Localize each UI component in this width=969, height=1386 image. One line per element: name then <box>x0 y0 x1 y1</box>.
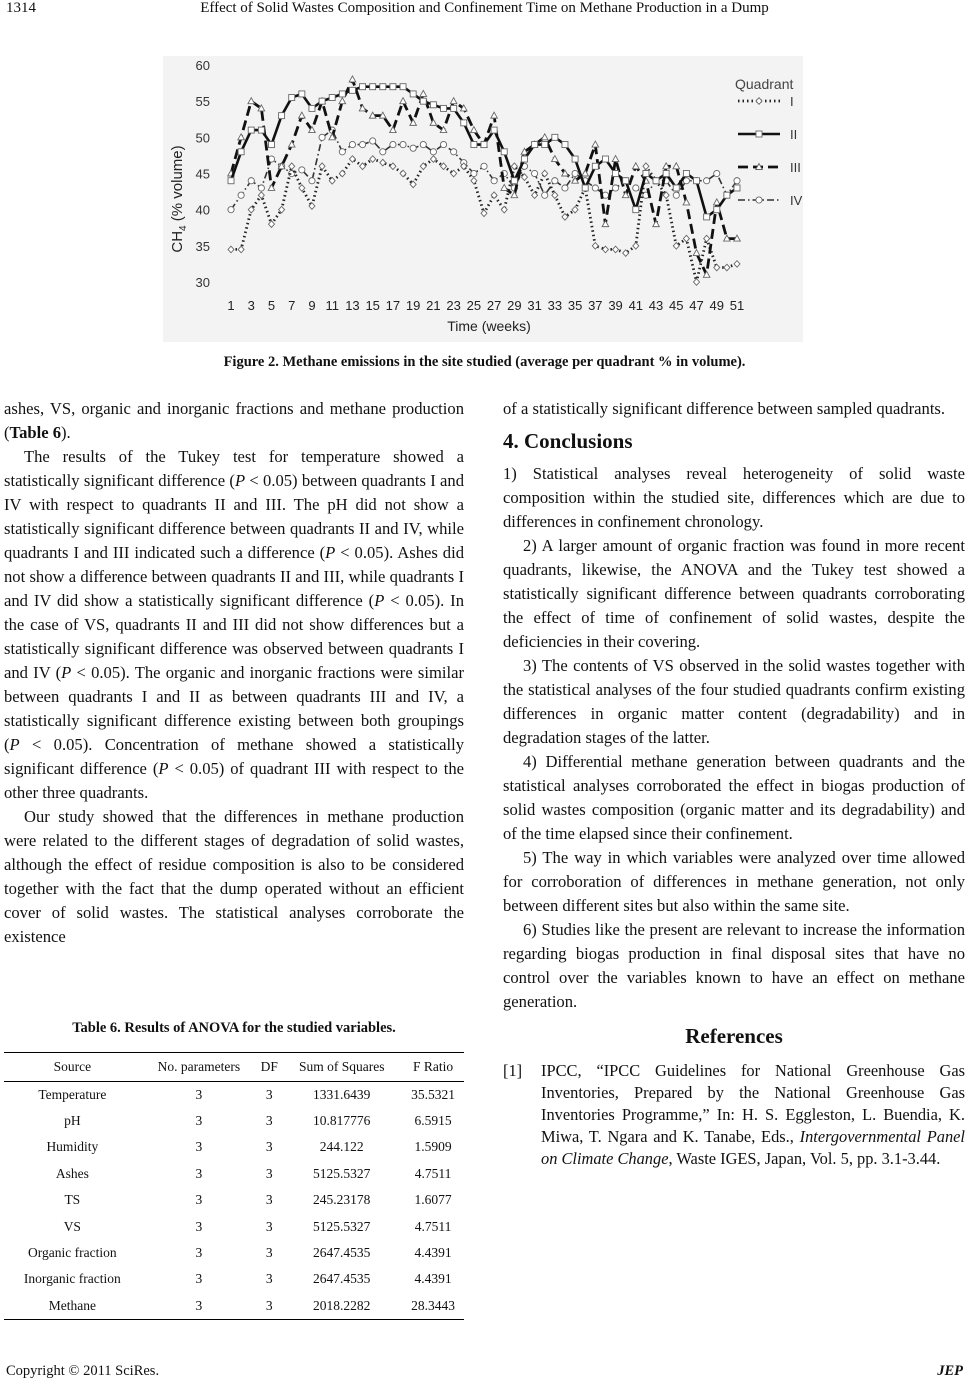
y-tick-label: 40 <box>195 202 210 218</box>
data-point-triangle <box>471 127 478 133</box>
anova-table <box>4 1052 464 1320</box>
data-point-circle <box>491 178 497 184</box>
data-point-square <box>360 84 366 90</box>
x-tick-label: 29 <box>507 298 522 313</box>
data-point-square <box>339 91 345 97</box>
data-point-diamond <box>430 156 436 163</box>
data-point-circle <box>238 192 244 198</box>
legend-item-IV <box>738 193 803 208</box>
data-point-triangle <box>633 163 640 169</box>
data-point-circle <box>258 185 264 191</box>
x-tick-label: 3 <box>247 298 255 313</box>
series-II <box>228 84 740 220</box>
data-point-triangle <box>400 98 407 104</box>
data-point-circle <box>592 185 598 191</box>
x-tick-label: 19 <box>405 298 421 313</box>
left-column <box>4 397 464 949</box>
data-point-triangle <box>693 250 700 256</box>
conclusion-1: 1) Statistical analyses reveal heterogeneity of solid waste composition within the studied site, differences which are due to differences in confinement chronology. <box>503 464 965 531</box>
conclusion-5: 5) The way in which variables were analyzed over time allowed for corroboration of differences in methane generation, not only between different sites but also within the same site. <box>503 848 965 915</box>
x-tick-label: 41 <box>628 298 644 313</box>
cell-sum-of-squares: 244.122 <box>319 1139 364 1155</box>
data-point-square <box>613 171 619 177</box>
data-point-diamond <box>481 210 487 217</box>
data-point-triangle <box>450 98 457 104</box>
data-point-circle <box>299 167 305 173</box>
reference-1 <box>503 1060 965 1170</box>
data-point-square <box>694 178 700 184</box>
x-tick-label: 7 <box>288 298 296 313</box>
table-row <box>4 1108 464 1134</box>
cell-f-ratio: 1.5909 <box>414 1139 452 1155</box>
data-point-diamond <box>643 163 649 170</box>
legend-item-III <box>738 160 801 175</box>
cell-df: 3 <box>265 1165 273 1181</box>
data-point-diamond <box>734 261 740 268</box>
data-point-triangle <box>248 98 255 104</box>
data-point-circle <box>248 178 254 184</box>
legend <box>738 94 803 208</box>
x-tick-label: 37 <box>588 298 603 313</box>
cell-sum-of-squares: 245.23178 <box>313 1192 371 1208</box>
data-point-triangle <box>501 184 508 190</box>
cell-sum-of-squares: 5125.5327 <box>313 1218 371 1234</box>
data-point-square <box>602 156 608 162</box>
cell-source: TS <box>64 1192 81 1208</box>
data-point-diamond <box>400 170 406 177</box>
data-point-triangle <box>541 134 548 140</box>
x-tick-label: 21 <box>426 298 441 313</box>
cell-no-parameters: 3 <box>141 1293 257 1319</box>
cell-no-parameters: 3 <box>195 1271 203 1287</box>
cell-source: Ashes <box>55 1165 89 1181</box>
paragraph-continued: of a statistically significant difference between sampled quadrants. <box>503 399 946 418</box>
data-point-square <box>228 178 234 184</box>
data-point-circle <box>532 170 538 176</box>
data-point-square <box>248 127 254 133</box>
table-row <box>4 1161 464 1187</box>
x-tick-label: 33 <box>547 298 563 313</box>
data-point-circle <box>562 185 568 191</box>
data-point-square <box>592 163 598 169</box>
x-axis-ticks <box>227 298 744 313</box>
data-point-square <box>511 178 517 184</box>
table-reference: Table 6 <box>9 423 62 442</box>
cell-sum-of-squares: 10.817776 <box>313 1113 371 1129</box>
journal-abbrev: JEP <box>937 1363 963 1379</box>
data-point-square <box>643 171 649 177</box>
data-point-square <box>663 171 669 177</box>
data-point-diamond <box>501 206 507 213</box>
header-no-parameters: No. parameters <box>141 1053 257 1082</box>
cell-source: Inorganic fraction <box>23 1271 121 1287</box>
cell-f-ratio: 1.6077 <box>414 1192 452 1208</box>
data-point-diamond <box>633 243 639 250</box>
table-row <box>4 1082 464 1108</box>
data-point-circle <box>633 185 639 191</box>
cell-df: 3 <box>265 1192 273 1208</box>
cell-sum-of-squares: 2647.4535 <box>313 1271 371 1287</box>
table-row <box>4 1187 464 1213</box>
data-point-circle <box>440 141 446 147</box>
data-point-square <box>299 91 305 97</box>
cell-source: Organic fraction <box>28 1245 117 1261</box>
data-point-diamond <box>756 98 762 105</box>
data-point-square <box>461 120 467 126</box>
data-point-circle <box>228 207 234 213</box>
x-tick-label: 9 <box>308 298 316 313</box>
data-point-circle <box>572 170 578 176</box>
paragraph-3: Our study showed that the differences in methane production were related to the different stages of degradation of solid wastes, although the effect of residue composition is also to be considered together with the fact that the dump operated without an efficient cover of solid wastes. The statistical analyses corroborate the existence <box>4 807 464 946</box>
y-axis-ticks <box>196 58 210 290</box>
data-point-square <box>623 178 629 184</box>
data-point-triangle <box>299 112 306 118</box>
data-point-square <box>380 84 386 90</box>
data-point-triangle <box>673 163 680 169</box>
data-point-square <box>633 207 639 213</box>
table-row <box>4 1293 464 1319</box>
y-tick-label: 45 <box>195 166 210 182</box>
data-point-square <box>319 98 325 104</box>
x-tick-label: 11 <box>325 298 339 313</box>
legend-label: II <box>790 127 798 142</box>
data-point-square <box>714 207 720 213</box>
x-tick-label: 25 <box>466 298 482 313</box>
x-tick-label: 17 <box>385 298 401 313</box>
cell-df: 3 <box>265 1245 273 1261</box>
data-point-triangle <box>339 98 346 104</box>
data-point-diamond <box>592 243 598 250</box>
x-tick-label: 51 <box>729 298 745 313</box>
running-head <box>0 0 969 22</box>
cell-f-ratio: 28.3443 <box>402 1293 464 1319</box>
references-title: References <box>685 1024 783 1048</box>
x-tick-label: 49 <box>709 298 724 313</box>
data-point-square <box>582 185 588 191</box>
data-point-circle <box>734 178 740 184</box>
data-point-triangle <box>592 141 599 147</box>
data-point-circle <box>612 185 618 191</box>
data-point-circle <box>410 145 416 151</box>
data-point-square <box>258 127 264 133</box>
legend-label: III <box>790 160 801 175</box>
data-point-square <box>349 87 355 93</box>
data-point-square <box>673 185 679 191</box>
data-point-triangle <box>420 90 427 96</box>
cell-source: Methane <box>4 1293 141 1319</box>
data-point-triangle <box>349 76 356 82</box>
y-axis-label: $CH_4$ (% volume) <box>169 145 189 253</box>
data-point-square <box>734 185 740 191</box>
series-group <box>228 76 741 285</box>
data-point-square <box>552 134 558 140</box>
header-source: Source <box>4 1053 141 1082</box>
data-point-diamond <box>390 163 396 170</box>
data-point-square <box>370 84 376 90</box>
figure-caption: Figure 2. Methane emissions in the site studied (average per quadrant % in volume). <box>223 354 746 370</box>
x-tick-label: 23 <box>446 298 461 313</box>
legend-title: Quadrant <box>735 76 794 92</box>
data-point-square <box>542 142 548 148</box>
cell-df: 3 <box>265 1086 273 1102</box>
methane-line-chart <box>163 56 803 342</box>
data-point-circle <box>309 178 315 184</box>
cell-source: VS <box>63 1218 81 1234</box>
data-point-square <box>329 95 335 101</box>
data-point-square <box>683 171 689 177</box>
data-point-circle <box>319 134 325 140</box>
data-point-triangle <box>602 221 609 227</box>
right-column <box>503 397 965 1170</box>
table-row <box>4 1134 464 1160</box>
data-point-circle <box>339 149 345 155</box>
legend-item-I <box>738 94 794 109</box>
cell-f-ratio: 4.7511 <box>414 1218 452 1234</box>
x-tick-label: 31 <box>527 298 542 313</box>
data-point-circle <box>370 138 376 144</box>
page-number: 1314 <box>6 0 36 16</box>
cell-no-parameters: 3 <box>195 1113 203 1129</box>
data-point-square <box>441 105 447 111</box>
data-point-square <box>390 84 396 90</box>
data-point-triangle <box>653 221 660 227</box>
x-tick-label: 13 <box>345 298 360 313</box>
data-point-square <box>289 95 295 101</box>
data-point-square <box>756 131 762 137</box>
cell-sum-of-squares: 2018.2282 <box>281 1293 402 1319</box>
series-IV <box>228 127 740 213</box>
paragraph-2: The results of the Tukey test for temperature showed a statistically significant difference (P < 0.05) between quadrants I and IV with respect to quadrants II and III. The pH did not show a statistically significant difference between quadrants II and IV, while quadrants I and III indicated such a difference (P < 0.05). Ashes did not show a difference between quadrants II and III, while quadrants I and IV did show a statistically significant difference (P < 0.05). In the case of VS, quadrants II and III did not show differences but a statistically significant difference was observed between quadrants I and IV (P < 0.05). The organic and inorganic fractions were similar between quadrants I and II as between quadrants III and IV, a statistically significant difference existing between both groupings (P < 0.05). Concentration of methane showed a statistically significant difference (P < 0.05) of quadrant III with respect to the other three quadrants. <box>4 447 464 802</box>
data-point-circle <box>420 141 426 147</box>
data-point-circle <box>359 141 365 147</box>
data-point-diamond <box>683 235 689 242</box>
data-point-square <box>279 113 285 119</box>
cell-no-parameters: 3 <box>195 1218 203 1234</box>
data-point-square <box>400 84 406 90</box>
data-point-diamond <box>289 163 295 170</box>
cell-sum-of-squares: 2647.4535 <box>313 1245 371 1261</box>
data-point-square <box>521 156 527 162</box>
data-point-diamond <box>704 235 710 242</box>
table-row <box>4 1266 464 1292</box>
data-point-triangle <box>612 156 619 162</box>
table-row <box>4 1240 464 1266</box>
data-point-circle <box>451 149 457 155</box>
x-tick-label: 1 <box>227 298 235 313</box>
page-footer <box>0 1363 969 1383</box>
data-point-circle <box>400 141 406 147</box>
data-point-diamond <box>552 192 558 199</box>
legend-label: I <box>790 94 794 109</box>
x-tick-label: 43 <box>648 298 664 313</box>
data-point-square <box>268 142 274 148</box>
cell-no-parameters: 3 <box>195 1139 203 1155</box>
y-tick-label: 35 <box>195 238 210 254</box>
y-tick-label: 30 <box>195 275 210 290</box>
cell-df: 3 <box>257 1293 281 1319</box>
cell-no-parameters: 3 <box>195 1165 203 1181</box>
data-point-square <box>451 105 457 111</box>
conclusion-4: 4) Differential methane generation between quadrants and the statistical analyses corroborated the effect in biogas production of solid wastes composition (organic matter and its degradability) and of the time elapsed since their confinement. <box>503 752 965 843</box>
data-point-circle <box>756 197 762 203</box>
data-point-diamond <box>238 246 244 253</box>
data-point-square <box>724 192 730 198</box>
data-point-square <box>481 142 487 148</box>
cell-no-parameters: 3 <box>195 1192 203 1208</box>
running-title: Effect of Solid Wastes Composition and Confinement Time on Methane Production in a Dump <box>200 0 769 16</box>
cell-no-parameters: 3 <box>195 1086 203 1102</box>
cell-f-ratio: 35.5321 <box>411 1086 455 1102</box>
data-point-square <box>653 178 659 184</box>
data-point-circle <box>542 192 548 198</box>
cell-sum-of-squares: 5125.5327 <box>313 1165 371 1181</box>
data-point-circle <box>714 170 720 176</box>
conclusion-3: 3) The contents of VS observed in the solid wastes together with the statistical analyses of the four studied quadrants confirm existing differences in organic matter content (degradability) and in degradation stages of the latter. <box>503 656 965 747</box>
paragraph-1: ashes, VS, organic and inorganic fractions and methane production (Table 6). <box>4 399 464 442</box>
data-point-diamond <box>370 156 376 163</box>
section-title-conclusions: 4. Conclusions <box>503 429 633 453</box>
x-tick-label: 15 <box>365 298 380 313</box>
data-point-circle <box>481 163 487 169</box>
data-point-circle <box>349 141 355 147</box>
data-point-diamond <box>258 192 264 199</box>
table-row <box>4 1213 464 1239</box>
cell-df: 3 <box>265 1113 273 1129</box>
legend-item-II <box>738 127 797 142</box>
data-point-triangle <box>713 199 720 205</box>
x-axis-label: Time (weeks) <box>447 318 531 334</box>
copyright: Copyright © 2011 SciRes. <box>6 1363 160 1379</box>
y-tick-label: 55 <box>195 94 210 110</box>
cell-df: 3 <box>265 1218 273 1234</box>
cell-source: pH <box>64 1113 81 1129</box>
cell-f-ratio: 4.7511 <box>414 1165 452 1181</box>
data-point-circle <box>430 149 436 155</box>
cell-source: Temperature <box>38 1086 107 1102</box>
cell-f-ratio: 4.4391 <box>414 1245 452 1261</box>
data-point-square <box>501 149 507 155</box>
data-point-triangle <box>683 199 690 205</box>
data-point-diamond <box>319 163 325 170</box>
data-point-diamond <box>694 279 700 286</box>
y-tick-label: 60 <box>195 58 210 73</box>
cell-no-parameters: 3 <box>195 1245 203 1261</box>
data-point-square <box>430 102 436 108</box>
x-tick-label: 45 <box>669 298 684 313</box>
data-point-circle <box>390 141 396 147</box>
legend-label: IV <box>790 193 803 208</box>
y-tick-label: 50 <box>195 130 210 146</box>
data-point-square <box>309 105 315 111</box>
data-point-triangle <box>552 156 559 162</box>
methane-figure <box>163 56 803 342</box>
data-point-circle <box>673 192 679 198</box>
x-tick-label: 27 <box>486 298 502 313</box>
data-point-circle <box>704 178 710 184</box>
data-point-circle <box>552 178 558 184</box>
cell-sum-of-squares: 1331.6439 <box>313 1086 371 1102</box>
data-point-square <box>491 127 497 133</box>
data-point-square <box>562 142 568 148</box>
data-point-square <box>420 98 426 104</box>
data-point-triangle <box>238 134 245 140</box>
conclusion-6: 6) Studies like the present are relevant to increase the information regarding biogas production in final disposal sites that have no control over the variables known to have an effect on methane generation. <box>503 920 965 1011</box>
cell-df: 3 <box>265 1139 273 1155</box>
table-header-row <box>4 1053 464 1082</box>
data-point-diamond <box>613 246 619 253</box>
conclusion-2: 2) A larger amount of organic fraction was found in more recent quadrants, likewise, the ANOVA and the Tukey test showed a statistically significant difference between quadrants corroborating the effect of time of confinement of solid wastes, despite the deficiencies in their covering. <box>503 536 965 651</box>
cell-df: 3 <box>265 1271 273 1287</box>
data-point-triangle <box>491 112 498 118</box>
data-point-triangle <box>511 192 518 198</box>
reference-text: IPCC, “IPCC Guidelines for National Greenhouse Gas Inventories, Prepared by the National Greenhouse Gas Inventories Programme,” In: H. S. Eggleston, L. Buendia, K. Miwa, T. Ngara and K. Tanabe, Eds., Intergovernmental Panel on Climate Change, Waste IGES, Japan, Vol. 5, pp. 3.1-3.44. <box>541 1061 965 1168</box>
data-point-diamond <box>268 221 274 228</box>
reference-number: [1] <box>503 1061 523 1080</box>
data-point-square <box>572 156 578 162</box>
header-sum-of-squares: Sum of Squares <box>281 1053 402 1082</box>
x-tick-label: 35 <box>567 298 583 313</box>
data-point-diamond <box>441 163 447 170</box>
data-point-square <box>410 91 416 97</box>
data-point-circle <box>380 149 386 155</box>
data-point-diamond <box>724 264 730 271</box>
data-point-square <box>238 149 244 155</box>
data-point-diamond <box>299 185 305 192</box>
data-point-diamond <box>228 246 234 253</box>
x-tick-label: 47 <box>689 298 704 313</box>
cell-f-ratio: 6.5915 <box>414 1113 452 1129</box>
cell-source: Humidity <box>46 1139 99 1155</box>
header-f-ratio: F Ratio <box>402 1053 464 1082</box>
data-point-diamond <box>572 206 578 213</box>
data-point-diamond <box>602 246 608 253</box>
table-title: Table 6. Results of ANOVA for the studied variables. <box>72 1020 396 1036</box>
data-point-diamond <box>380 159 386 166</box>
data-point-square <box>704 214 710 220</box>
x-tick-label: 5 <box>267 298 276 313</box>
cell-f-ratio: 4.4391 <box>414 1271 452 1287</box>
x-tick-label: 39 <box>608 298 623 313</box>
data-point-square <box>471 142 477 148</box>
data-point-square <box>532 142 538 148</box>
header-df: DF <box>257 1053 281 1082</box>
